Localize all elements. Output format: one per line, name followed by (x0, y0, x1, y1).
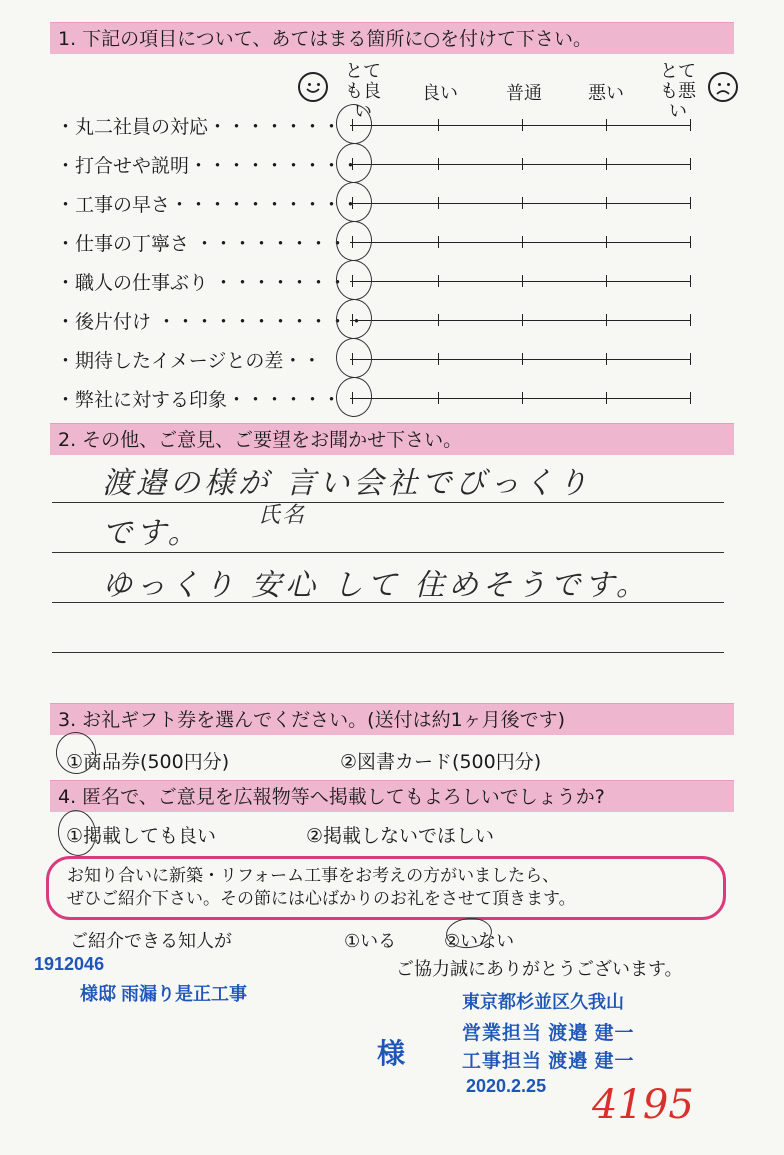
rating-tick-3[interactable] (522, 236, 523, 248)
referral-option-2[interactable]: ②いない (444, 931, 515, 952)
rating-item-label: ・仕事の丁寧さ ・・・・・・・・ (56, 233, 348, 255)
rating-tick-2[interactable] (438, 353, 439, 365)
frown-face-icon (708, 72, 738, 102)
rating-scale-line (350, 281, 690, 282)
rating-scale-line (350, 320, 690, 321)
answer-rule (52, 502, 724, 503)
handwritten-red-number: 4195 (592, 1082, 694, 1128)
q3-option-2[interactable]: ②図書カード(500円分) (340, 751, 542, 773)
scale-very-good: とても良い (345, 61, 381, 122)
scale-bad: 悪い (588, 83, 624, 104)
rating-tick-4[interactable] (606, 236, 607, 248)
handwritten-selection-circle (333, 180, 374, 225)
rating-tick-2[interactable] (438, 236, 439, 248)
handwritten-selection-circle (55, 808, 99, 859)
q3-option-1[interactable]: ①商品券(500円分) (66, 751, 230, 773)
handwritten-selection-circle (334, 141, 374, 185)
rating-tick-4[interactable] (606, 275, 607, 287)
sales-person: 営業担当 渡邉 建一 (462, 1023, 635, 1044)
handwritten-comment-line3: ゆっくり 安心 して 住めそうです。 (102, 568, 650, 603)
rating-tick-3[interactable] (522, 119, 523, 131)
rating-tick-5[interactable] (690, 197, 691, 209)
answer-rule (52, 652, 724, 653)
rating-scale-line (350, 125, 690, 126)
notice-line-2: ぜひご紹介下さい。その節には心ばかりのお礼をさせて頂きます。 (67, 889, 576, 909)
referral-notice-box (46, 856, 726, 920)
rating-item-label: ・期待したイメージとの差・・ (56, 350, 322, 372)
rating-tick-2[interactable] (438, 275, 439, 287)
works-person: 工事担当 渡邉 建一 (462, 1051, 635, 1072)
customer-job: 様邸 雨漏り是正工事 (80, 984, 248, 1004)
answer-rule (52, 552, 724, 553)
scale-good: 良い (422, 83, 458, 104)
rating-tick-4[interactable] (606, 158, 607, 170)
rating-tick-3[interactable] (522, 353, 523, 365)
referral-label: ご紹介できる知人が (70, 931, 232, 952)
rating-item-label: ・打合せや説明・・・・・・・・・ (56, 155, 361, 177)
rating-scale-line (350, 203, 690, 204)
stamp-date: 2020.2.25 (466, 1076, 547, 1096)
rating-tick-2[interactable] (438, 392, 439, 404)
rating-tick-4[interactable] (606, 197, 607, 209)
rating-tick-4[interactable] (606, 314, 607, 326)
handwritten-selection-circle (334, 297, 374, 341)
rating-scale-line (350, 164, 690, 165)
rating-scale-line (350, 242, 690, 243)
rating-tick-3[interactable] (522, 197, 523, 209)
rating-scale-line (350, 359, 690, 360)
rating-tick-5[interactable] (690, 392, 691, 404)
q4-option-1[interactable]: ①掲載しても良い (66, 825, 217, 847)
scale-normal: 普通 (506, 83, 542, 104)
rating-tick-3[interactable] (522, 158, 523, 170)
rating-tick-4[interactable] (606, 353, 607, 365)
q4-option-2[interactable]: ②掲載しないでほしい (306, 825, 495, 847)
customer-honorific: 様 (377, 1038, 406, 1069)
handwritten-correction: 氏名 (258, 503, 307, 528)
rating-tick-3[interactable] (522, 314, 523, 326)
handwritten-selection-circle (333, 336, 374, 381)
rating-tick-2[interactable] (438, 197, 439, 209)
handwritten-selection-circle (333, 258, 374, 303)
rating-tick-5[interactable] (690, 275, 691, 287)
thanks-text: ご協力誠にありがとうございます。 (396, 959, 683, 980)
rating-tick-4[interactable] (606, 119, 607, 131)
customer-id: 1912046 (34, 954, 105, 974)
smiley-face-icon (298, 72, 328, 102)
office-address: 東京都杉並区久我山 (462, 992, 624, 1012)
handwritten-comment-line1: 渡邉の様が 言い会社でびっくり (102, 466, 592, 501)
notice-line-1: お知り合いに新築・リフォーム工事をお考えの方がいましたら、 (67, 866, 560, 886)
rating-scale-line (350, 398, 690, 399)
rating-tick-3[interactable] (522, 392, 523, 404)
q4-title: 4. 匿名で、ご意見を広報物等へ掲載してもよろしいでしょうか? (50, 780, 734, 812)
rating-item-label: ・職人の仕事ぶり ・・・・・・・ (56, 272, 348, 294)
rating-tick-4[interactable] (606, 392, 607, 404)
q2-title: 2. その他、ご意見、ご要望をお聞かせ下さい。 (50, 423, 734, 455)
q3-title: 3. お礼ギフト券を選んでください。(送付は約1ヶ月後です) (50, 703, 734, 735)
rating-tick-3[interactable] (522, 275, 523, 287)
rating-tick-5[interactable] (690, 236, 691, 248)
rating-tick-5[interactable] (690, 353, 691, 365)
rating-tick-5[interactable] (690, 314, 691, 326)
handwritten-selection-circle (334, 375, 374, 419)
rating-tick-2[interactable] (438, 158, 439, 170)
handwritten-selection-circle (334, 219, 374, 263)
rating-item-label: ・弊社に対する印象・・・・・・ (56, 389, 342, 411)
rating-item-label: ・後片付け ・・・・・・・・・・・ (56, 311, 367, 333)
rating-item-label: ・丸二社員の対応・・・・・・・ (56, 116, 342, 138)
rating-tick-5[interactable] (690, 119, 691, 131)
referral-option-1[interactable]: ①いる (344, 931, 397, 952)
rating-tick-5[interactable] (690, 158, 691, 170)
scale-very-bad: とても悪い (660, 61, 696, 122)
rating-tick-2[interactable] (438, 119, 439, 131)
rating-tick-2[interactable] (438, 314, 439, 326)
handwritten-comment-line2: です。 (102, 516, 202, 551)
rating-item-label: ・工事の早さ・・・・・・・・・・ (56, 194, 361, 216)
q1-title: 1. 下記の項目について、あてはまる箇所に○を付けて下さい。 (50, 22, 734, 54)
